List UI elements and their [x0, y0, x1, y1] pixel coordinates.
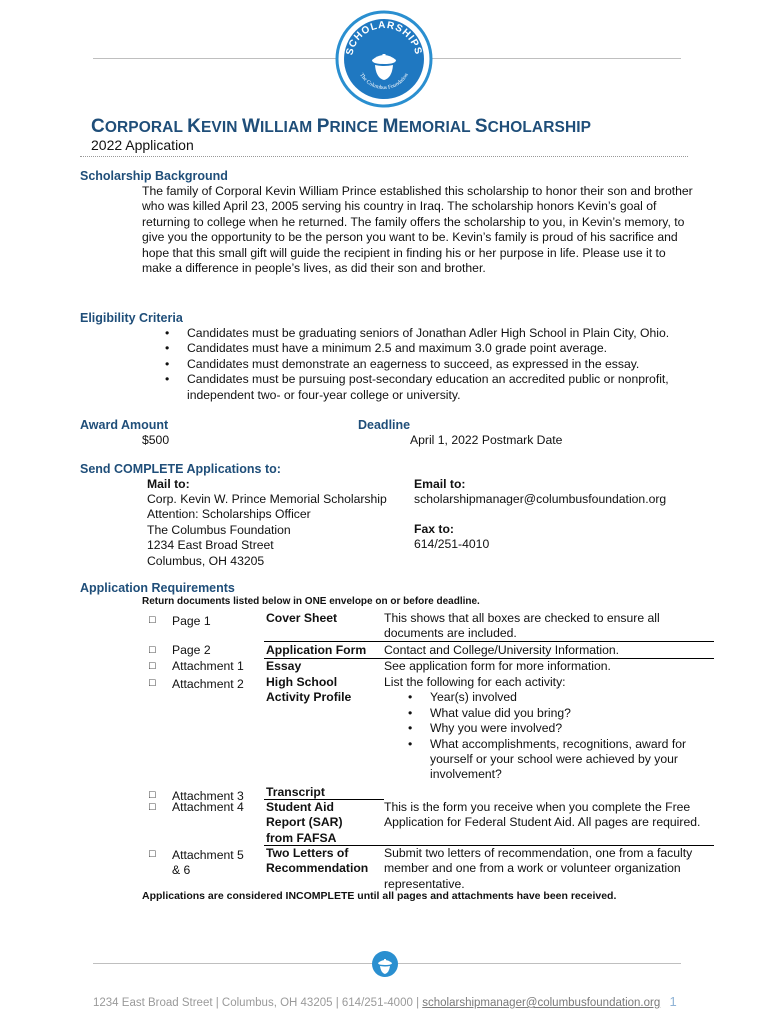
eligibility-heading: Eligibility Criteria — [80, 311, 183, 325]
table-rule — [264, 641, 714, 642]
deadline-heading: Deadline — [358, 418, 411, 432]
fax-label: Fax to: — [414, 522, 454, 536]
fax-number: 614/251-4010 — [414, 537, 490, 551]
list-item: • Candidates must be graduating seniors of Jonathan Adler High School in Plain City, Ohio. — [163, 326, 703, 341]
checkbox[interactable]: □ — [149, 848, 156, 860]
checkbox[interactable]: □ — [149, 644, 156, 656]
background-heading: Scholarship Background — [80, 169, 228, 183]
background-text: The family of Corporal Kevin William Prince established this scholarship to honor their son and brother who was killed April 23, 2005 serving his country in Iraq. The scholarship honors Kevin’s goal of returning to college when he returned. The family offers the scholarship to you, in Kevin’s memory, to give you the opportunity to be the person you want to be. Kevin’s family is proud of his sacrifice and hope that this small gift will guide the recipient in finding his or her purpose in life. Please use it to make a difference in people’s lives, as did their son and brother. — [142, 184, 693, 276]
checkbox[interactable]: □ — [149, 614, 156, 626]
title-divider — [80, 156, 688, 157]
mail-label: Mail to: — [147, 477, 190, 491]
award-value: $500 — [142, 433, 170, 447]
checkbox[interactable]: □ — [149, 801, 156, 813]
list-item: • Candidates must be pursuing post-secondary education an accredited public or nonprofit, independent two- or four-year college or university. — [163, 372, 703, 403]
award-heading: Award Amount — [80, 418, 169, 432]
acorn-icon — [371, 950, 399, 978]
list-item: • Year(s) involved — [384, 690, 714, 705]
activity-list — [384, 690, 714, 782]
mail-address: Corp. Kevin W. Prince Memorial Scholarship Attention: Scholarships Officer The Columbus Foundation 1234 East Broad Street Columbus, OH 43205 — [147, 492, 387, 568]
deadline-value: April 1, 2022 Postmark Date — [410, 433, 563, 447]
list-item: • What accomplishments, recognitions, award for yourself or your school were achieved by your involvement? — [384, 737, 714, 783]
checkbox[interactable]: □ — [149, 677, 156, 689]
email-label: Email to: — [414, 477, 466, 491]
logo-arc-text: SCHOLARSHIPS — [344, 19, 424, 57]
incomplete-note: Applications are considered INCOMPLETE until all pages and attachments have been received. — [142, 890, 617, 902]
requirements-heading: Application Requirements — [80, 581, 235, 595]
page-number: 1 — [669, 994, 677, 1009]
list-item: • Candidates must demonstrate an eagerness to succeed, as expressed in the essay. — [163, 357, 703, 372]
list-item: • What value did you bring? — [384, 706, 714, 721]
list-item: • Why you were involved? — [384, 721, 714, 736]
list-item: • Candidates must have a minimum 2.5 and maximum 3.0 grade point average. — [163, 341, 703, 356]
send-heading: Send COMPLETE Applications to: — [80, 462, 281, 476]
page-footer: 1234 East Broad Street | Columbus, OH 43205 | 614/251-4000 | scholarshipmanager@columbusfoundation.org 1 — [93, 994, 677, 1009]
checkbox[interactable]: □ — [149, 789, 156, 801]
page-title: CORPORAL KEVIN WILLIAM PRINCE MEMORIAL SCHOLARSHIP — [91, 116, 592, 137]
requirements-note: Return documents listed below in ONE envelope on or before deadline. — [142, 596, 480, 607]
checkbox[interactable]: □ — [149, 660, 156, 672]
eligibility-list — [163, 326, 703, 403]
scholarships-logo — [335, 10, 433, 108]
logo-sub-text: The Columbus Foundation — [358, 72, 410, 92]
page-subtitle: 2022 Application — [91, 137, 194, 153]
footer-email-link[interactable]: scholarshipmanager@columbusfoundation.org — [422, 997, 661, 1009]
email-address[interactable]: scholarshipmanager@columbusfoundation.org — [414, 492, 667, 506]
